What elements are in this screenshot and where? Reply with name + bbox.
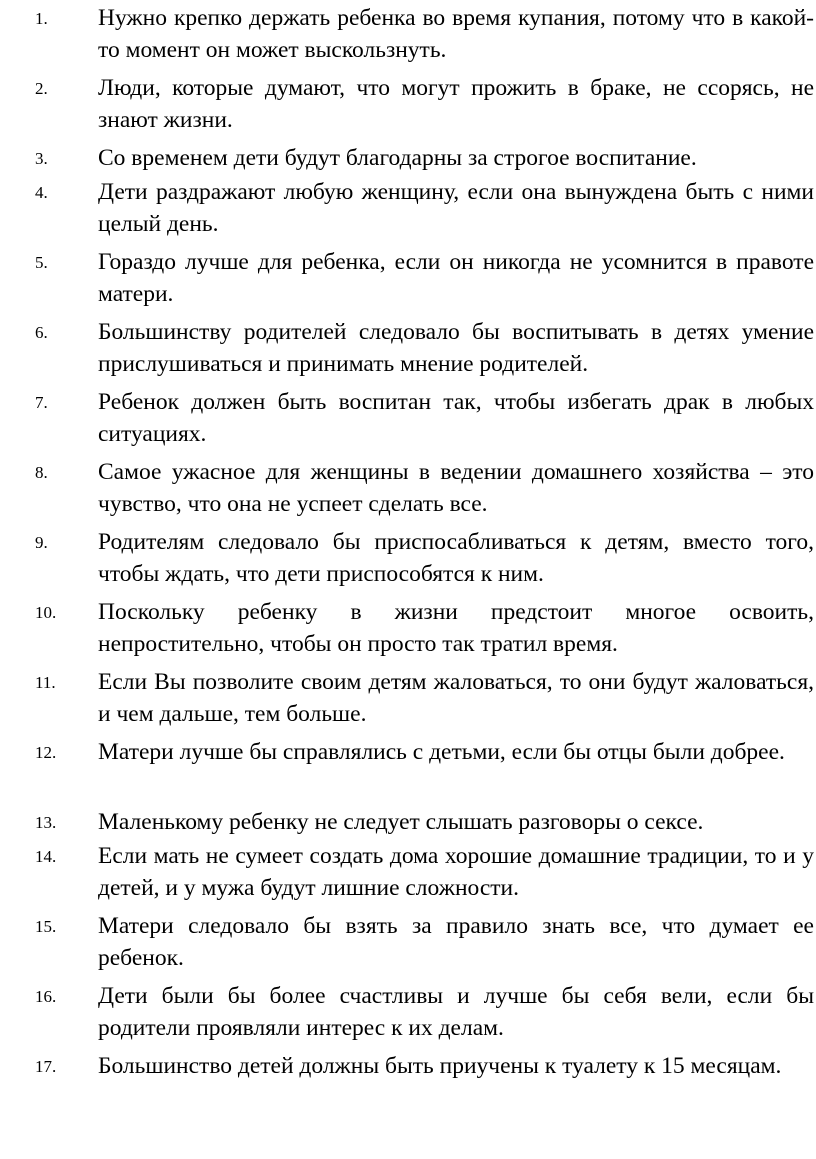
list-item [0, 72, 816, 138]
item-number: 7. [35, 393, 48, 412]
item-text: Гораздо лучше для ребенка, если он никогда не усомнится в правоте матери. [98, 249, 814, 307]
item-text: Родителям следовало бы приспосабливаться к детям, вместо того, чтобы ждать, что дети приспособятся к ним. [98, 529, 814, 587]
list-item [0, 980, 816, 1046]
item-number: 16. [35, 987, 57, 1006]
item-number: 4. [35, 183, 48, 202]
list-item [0, 840, 816, 906]
item-number: 2. [35, 79, 48, 98]
list-item [0, 2, 816, 68]
item-number: 15. [35, 917, 57, 936]
item-number: 9. [35, 533, 48, 552]
item-text: Дети раздражают любую женщину, если она вынуждена быть с ними целый день. [98, 179, 814, 237]
item-text: Нужно крепко держать ребенка во время купания, потому что в какой-то момент он может выскользнуть. [98, 5, 814, 63]
item-text: Дети были бы более счастливы и лучше бы себя вели, если бы родители проявляли интерес к их делам. [98, 983, 814, 1041]
item-number: 14. [35, 847, 57, 866]
item-text: Большинство детей должны быть приучены к туалету к 15 месяцам. [98, 1053, 782, 1079]
list-item [0, 526, 816, 592]
item-text: Большинству родителей следовало бы воспитывать в детях умение прислушиваться и принимать мнение родителей. [98, 319, 814, 377]
list-item [0, 806, 816, 840]
item-number: 11. [35, 673, 56, 692]
list-item [0, 246, 816, 312]
item-number: 12. [35, 743, 57, 762]
item-number: 1. [35, 9, 48, 28]
item-text: Ребенок должен быть воспитан так, чтобы избегать драк в любых ситуациях. [98, 389, 814, 447]
list-item [0, 1050, 816, 1116]
item-text: Поскольку ребенку в жизни предстоит многое освоить, непростительно, чтобы он просто так тратил время. [98, 599, 814, 657]
item-text: Матери следовало бы взять за правило знать все, что думает ее ребенок. [98, 913, 814, 971]
item-number: 13. [35, 813, 57, 832]
item-text: Маленькому ребенку не следует слышать разговоры о сексе. [98, 809, 704, 835]
list-item [0, 176, 816, 242]
item-number: 3. [35, 149, 48, 168]
item-text: Матери лучше бы справлялись с детьми, если бы отцы были добрее. [98, 739, 785, 765]
list-item [0, 386, 816, 452]
item-number: 8. [35, 463, 48, 482]
item-text: Если Вы позволите своим детям жаловаться, то они будут жаловаться, и чем дальше, тем больше. [98, 669, 814, 727]
list-item [0, 456, 816, 522]
item-number: 10. [35, 603, 57, 622]
item-text: Если мать не сумеет создать дома хорошие домашние традиции, то и у детей, и у мужа будут лишние сложности. [98, 843, 814, 901]
item-number: 17. [35, 1057, 57, 1076]
list-item [0, 316, 816, 382]
item-number: 6. [35, 323, 48, 342]
item-text: Со временем дети будут благодарны за строгое воспитание. [98, 145, 697, 171]
list-item [0, 736, 816, 802]
list-item [0, 596, 816, 662]
item-number: 5. [35, 253, 48, 272]
item-text: Люди, которые думают, что могут прожить в браке, не ссорясь, не знают жизни. [98, 75, 814, 133]
list-item [0, 666, 816, 732]
item-text: Самое ужасное для женщины в ведении домашнего хозяйства – это чувство, что она не успеет сделать все. [98, 459, 814, 517]
list-item [0, 910, 816, 976]
list-item [0, 142, 816, 176]
